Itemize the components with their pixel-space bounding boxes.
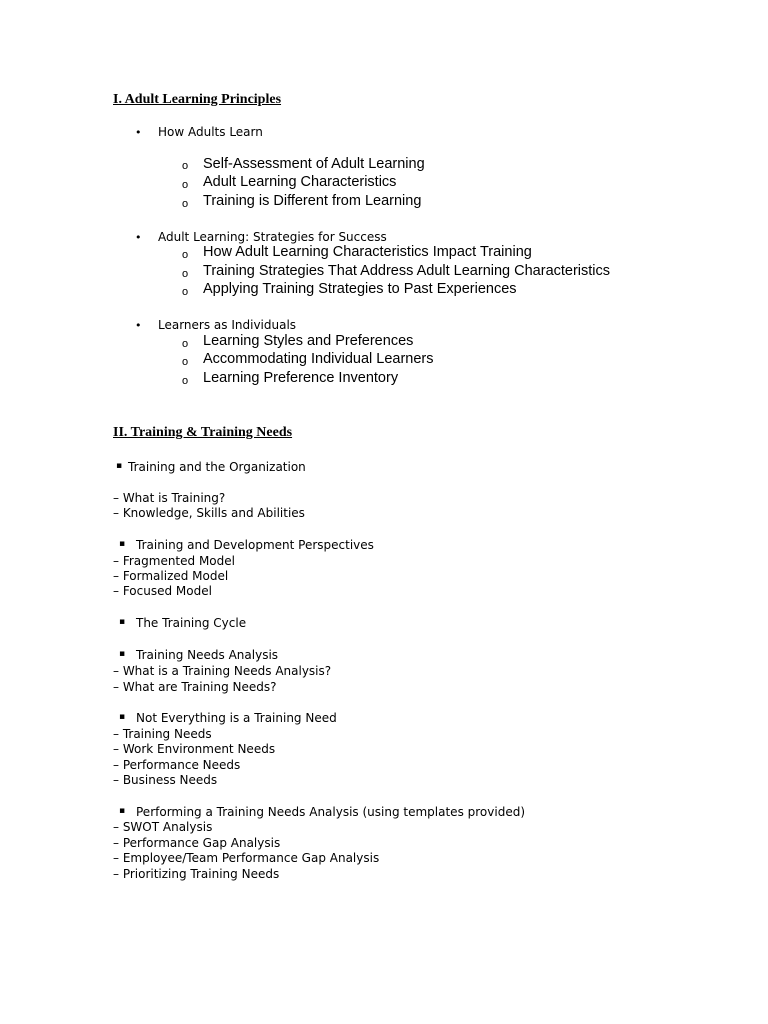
square-bullet-icon: ▪	[119, 712, 126, 722]
group-label: Training and the Organization	[128, 460, 306, 474]
sub-item: Training Strategies That Address Adult Learning Characteristics	[203, 263, 611, 279]
group-label: Not Everything is a Training Need	[136, 711, 337, 725]
bullet-label: How Adults Learn	[158, 125, 263, 139]
bullet-icon: •	[135, 126, 142, 139]
list-item: – Formalized Model	[113, 569, 229, 583]
list-item: – Prioritizing Training Needs	[113, 867, 280, 881]
sub-item: Training is Different from Learning	[203, 193, 422, 209]
sub-item: Applying Training Strategies to Past Experiences	[203, 281, 517, 297]
group-label: Performing a Training Needs Analysis (using templates provided)	[136, 805, 525, 819]
sub-bullet-icon: o	[182, 198, 189, 210]
sub-item: Accommodating Individual Learners	[203, 351, 434, 367]
section-2-heading: II. Training & Training Needs	[113, 425, 293, 440]
sub-bullet-icon: o	[182, 249, 189, 261]
sub-bullet-icon: o	[182, 179, 189, 191]
section-1-heading: I. Adult Learning Principles	[113, 92, 282, 107]
group-label: Training Needs Analysis	[136, 648, 279, 662]
bullet-label: Adult Learning: Strategies for Success	[158, 230, 387, 244]
sub-bullet-icon: o	[182, 375, 189, 387]
list-item: – Business Needs	[113, 773, 218, 787]
sub-bullet-icon: o	[182, 160, 189, 172]
group-label: The Training Cycle	[136, 616, 247, 630]
list-item: – Performance Needs	[113, 758, 241, 772]
list-item: – Work Environment Needs	[113, 742, 276, 756]
list-item: – Fragmented Model	[113, 554, 235, 568]
sub-item: Learning Styles and Preferences	[203, 333, 414, 349]
sub-item: Learning Preference Inventory	[203, 370, 399, 386]
square-bullet-icon: ▪	[116, 461, 123, 471]
sub-item: Adult Learning Characteristics	[203, 174, 397, 190]
sub-bullet-icon: o	[182, 356, 189, 368]
square-bullet-icon: ▪	[119, 539, 126, 549]
square-bullet-icon: ▪	[119, 649, 126, 659]
list-item: – Focused Model	[113, 584, 212, 598]
list-item: – What are Training Needs?	[113, 680, 277, 694]
list-item: – Knowledge, Skills and Abilities	[113, 506, 305, 520]
sub-item: Self-Assessment of Adult Learning	[203, 156, 425, 172]
sub-bullet-icon: o	[182, 286, 189, 298]
square-bullet-icon: ▪	[119, 617, 126, 627]
list-item: – What is a Training Needs Analysis?	[113, 664, 332, 678]
square-bullet-icon: ▪	[119, 806, 126, 816]
sub-bullet-icon: o	[182, 338, 189, 350]
list-item: – SWOT Analysis	[113, 820, 213, 834]
sub-bullet-icon: o	[182, 268, 189, 280]
bullet-label: Learners as Individuals	[158, 318, 297, 332]
list-item: – What is Training?	[113, 491, 226, 505]
sub-item: How Adult Learning Characteristics Impact Training	[203, 244, 532, 260]
list-item: – Training Needs	[113, 727, 212, 741]
list-item: – Performance Gap Analysis	[113, 836, 281, 850]
bullet-icon: •	[135, 319, 142, 332]
list-item: – Employee/Team Performance Gap Analysis	[113, 851, 380, 865]
bullet-icon: •	[135, 231, 142, 244]
group-label: Training and Development Perspectives	[136, 538, 374, 552]
